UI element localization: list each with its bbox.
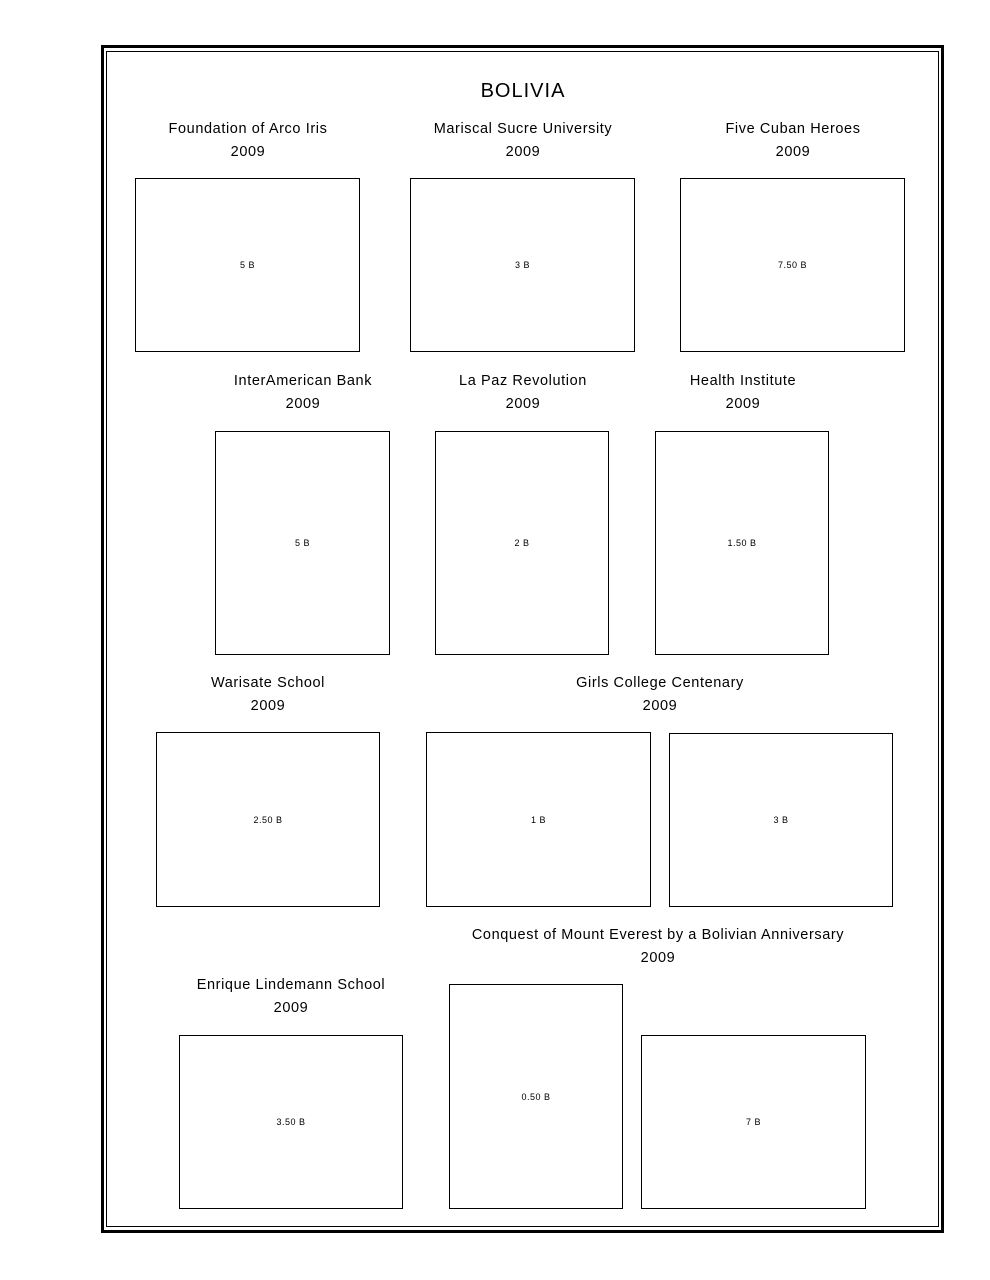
set-heading	[203, 370, 403, 416]
set-year: 2009	[250, 698, 286, 714]
stamp-slot	[655, 431, 829, 655]
set-heading	[148, 118, 348, 164]
stamp-slot	[179, 1035, 403, 1209]
set-heading	[693, 118, 893, 164]
set-name: Foundation of Arco Iris	[168, 121, 328, 137]
stamp-value: 3 B	[514, 260, 530, 270]
stamp-value: 5 B	[239, 260, 255, 270]
set-name: Mariscal Sucre University	[433, 121, 613, 137]
stamp-value: 0.50 B	[521, 1091, 551, 1102]
stamp-slot	[435, 431, 609, 655]
set-heading	[448, 924, 868, 970]
stamp-value: 7.50 B	[777, 260, 808, 270]
stamp-slot	[215, 431, 390, 655]
set-name: InterAmerican Bank	[233, 373, 373, 389]
set-name: Conquest of Mount Everest by a Bolivian Anniversary	[471, 927, 845, 943]
set-name: Health Institute	[689, 373, 797, 389]
stamp-slot	[135, 178, 360, 352]
set-name: Five Cuban Heroes	[725, 121, 861, 137]
set-heading	[413, 118, 633, 164]
set-heading	[423, 370, 623, 416]
set-heading	[168, 672, 368, 718]
set-year: 2009	[725, 396, 761, 412]
stamp-slot	[669, 733, 893, 907]
stamp-slot	[449, 984, 623, 1209]
set-year: 2009	[642, 698, 678, 714]
set-year: 2009	[273, 1000, 309, 1016]
stamp-slot	[410, 178, 635, 352]
set-name: Enrique Lindemann School	[196, 977, 386, 993]
page-title: BOLIVIA	[480, 80, 566, 102]
stamp-slot	[426, 732, 651, 907]
set-name: Girls College Centenary	[576, 675, 744, 691]
set-year: 2009	[505, 396, 541, 412]
stamp-value: 1 B	[530, 814, 546, 825]
stamp-value: 2 B	[514, 538, 530, 548]
stamp-value: 2.50 B	[253, 814, 283, 825]
stamp-value: 3.50 B	[276, 1117, 306, 1127]
set-heading	[643, 370, 843, 416]
set-year: 2009	[775, 144, 811, 160]
set-year: 2009	[640, 950, 676, 966]
stamp-value: 5 B	[294, 538, 310, 548]
set-name: La Paz Revolution	[459, 373, 587, 389]
set-year: 2009	[505, 144, 541, 160]
stamp-value: 3 B	[773, 815, 789, 825]
stamp-slot	[680, 178, 905, 352]
stamp-slot	[641, 1035, 866, 1209]
stamp-slot	[156, 732, 380, 907]
set-heading	[540, 672, 780, 718]
set-year: 2009	[285, 396, 321, 412]
stamp-value: 1.50 B	[727, 538, 757, 548]
set-year: 2009	[230, 144, 266, 160]
set-heading	[176, 974, 406, 1020]
set-name: Warisate School	[210, 675, 326, 691]
stamp-value: 7 B	[745, 1117, 761, 1127]
